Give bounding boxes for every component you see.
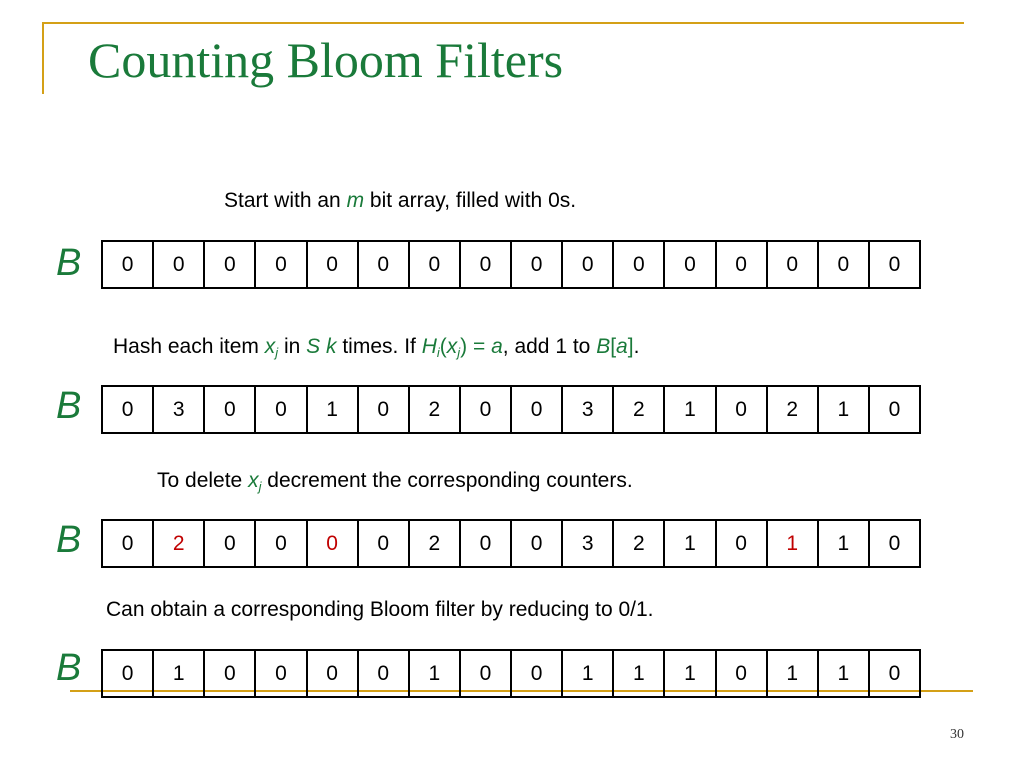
array-cell: 0 bbox=[154, 242, 205, 287]
page-number: 30 bbox=[950, 727, 964, 742]
sub-j: j bbox=[258, 479, 262, 494]
counter-array-deleted bbox=[101, 519, 921, 568]
array-cell: 0 bbox=[888, 252, 901, 276]
array-cell: 0 bbox=[103, 651, 154, 696]
array-cell: 3 bbox=[563, 521, 614, 566]
caption-text: Start with an bbox=[224, 189, 347, 212]
array-cell: 0 bbox=[665, 242, 716, 287]
array-cell: 0 bbox=[461, 387, 512, 432]
caption-reduce: Can obtain a corresponding Bloom filter by reducing to 0/1. bbox=[106, 598, 654, 621]
array-cell: 0 bbox=[308, 651, 359, 696]
array-cell: 0 bbox=[308, 242, 359, 287]
array-cell: 3 bbox=[154, 387, 205, 432]
array-cell: 2 bbox=[614, 387, 665, 432]
array-cell: 0 bbox=[461, 521, 512, 566]
caption-text: Hash each item bbox=[113, 335, 265, 358]
array-cell: 0 bbox=[359, 521, 410, 566]
var-x: x bbox=[264, 335, 276, 358]
array-cell: 2 bbox=[410, 521, 461, 566]
array-cell: 0 bbox=[512, 651, 563, 696]
array-cell: 0 bbox=[205, 242, 256, 287]
caption-delete bbox=[157, 468, 633, 494]
sub-j: j bbox=[275, 345, 279, 360]
array-cell: 1 bbox=[308, 387, 359, 432]
array-cell: 0 bbox=[614, 242, 665, 287]
array-cell: 0 bbox=[359, 242, 410, 287]
array-cell: 1 bbox=[410, 651, 461, 696]
array-cell: 0 bbox=[103, 521, 154, 566]
caption-text: in bbox=[278, 335, 307, 358]
array-cell: 0 bbox=[819, 242, 870, 287]
array-cell: 0 bbox=[256, 387, 307, 432]
bloom-array-reduced bbox=[101, 649, 921, 698]
caption-text: decrement the corresponding counters. bbox=[261, 469, 633, 492]
array-cell: 1 bbox=[768, 521, 819, 566]
array-cell: 0 bbox=[461, 651, 512, 696]
array-cell: 1 bbox=[819, 387, 870, 432]
paren-open: ( bbox=[439, 335, 447, 358]
array-cell: 0 bbox=[256, 651, 307, 696]
frame-top-rule bbox=[42, 22, 964, 24]
array-cell: 0 bbox=[308, 521, 359, 566]
array-cell: 0 bbox=[461, 242, 512, 287]
array-cell: 1 bbox=[154, 651, 205, 696]
array-cell: 2 bbox=[614, 521, 665, 566]
array-label: B bbox=[56, 519, 82, 561]
var-x: x bbox=[248, 469, 259, 492]
array-cell: 0 bbox=[888, 661, 901, 685]
array-cell: 1 bbox=[665, 521, 716, 566]
array-cell: 1 bbox=[768, 651, 819, 696]
var-a: a bbox=[616, 335, 628, 358]
frame-left-rule bbox=[42, 22, 44, 94]
array-cell: 0 bbox=[888, 397, 901, 421]
array-cell: 0 bbox=[717, 651, 768, 696]
array-cell: 0 bbox=[256, 242, 307, 287]
paren-close-equals: ) = bbox=[460, 335, 492, 358]
caption-period: . bbox=[633, 335, 640, 358]
array-cell: 3 bbox=[563, 387, 614, 432]
array-cell: 0 bbox=[888, 531, 901, 555]
caption-text: times. If bbox=[336, 335, 422, 358]
array-cell: 0 bbox=[359, 651, 410, 696]
var-b: B bbox=[596, 335, 611, 358]
slide-title: Counting Bloom Filters bbox=[88, 32, 564, 88]
array-cell: 0 bbox=[205, 387, 256, 432]
array-label: B bbox=[56, 242, 82, 284]
caption-hash bbox=[113, 334, 639, 360]
caption-text: , add 1 to bbox=[502, 335, 597, 358]
array-cell: 1 bbox=[614, 651, 665, 696]
array-cell: 0 bbox=[103, 242, 154, 287]
var-s: S bbox=[306, 335, 321, 358]
array-cell: 0 bbox=[512, 521, 563, 566]
array-cell: 2 bbox=[154, 521, 205, 566]
array-cell: 0 bbox=[359, 387, 410, 432]
array-label: B bbox=[56, 647, 82, 689]
sub-i: i bbox=[436, 345, 440, 360]
array-cell: 0 bbox=[512, 242, 563, 287]
array-cell: 0 bbox=[205, 521, 256, 566]
array-cell: 0 bbox=[205, 651, 256, 696]
var-h: H bbox=[421, 335, 437, 358]
bit-array-initial bbox=[101, 240, 921, 289]
array-cell: 0 bbox=[103, 387, 154, 432]
array-cell: 0 bbox=[717, 387, 768, 432]
array-cell: 1 bbox=[665, 651, 716, 696]
array-cell: 0 bbox=[256, 521, 307, 566]
array-cell: 1 bbox=[819, 521, 870, 566]
array-cell: 0 bbox=[563, 242, 614, 287]
array-cell: 0 bbox=[768, 242, 819, 287]
sub-j: j bbox=[457, 345, 461, 360]
array-cell: 1 bbox=[819, 651, 870, 696]
var-x: x bbox=[446, 335, 458, 358]
array-label: B bbox=[56, 385, 82, 427]
array-cell: 2 bbox=[768, 387, 819, 432]
caption-text: To delete bbox=[157, 469, 249, 492]
array-cell: 0 bbox=[717, 242, 768, 287]
array-cell: 0 bbox=[717, 521, 768, 566]
array-cell: 1 bbox=[665, 387, 716, 432]
caption-start bbox=[224, 188, 576, 214]
var-k: k bbox=[326, 335, 337, 358]
array-cell: 0 bbox=[410, 242, 461, 287]
var-m: m bbox=[346, 189, 365, 212]
counter-array-hashed bbox=[101, 385, 921, 434]
array-cell: 2 bbox=[410, 387, 461, 432]
array-cell: 1 bbox=[563, 651, 614, 696]
var-a: a bbox=[491, 335, 503, 358]
caption-text: bit array, filled with 0s. bbox=[364, 189, 577, 212]
array-cell: 0 bbox=[512, 387, 563, 432]
bracket-open: [ bbox=[610, 335, 617, 358]
bracket-close: ] bbox=[627, 335, 634, 358]
